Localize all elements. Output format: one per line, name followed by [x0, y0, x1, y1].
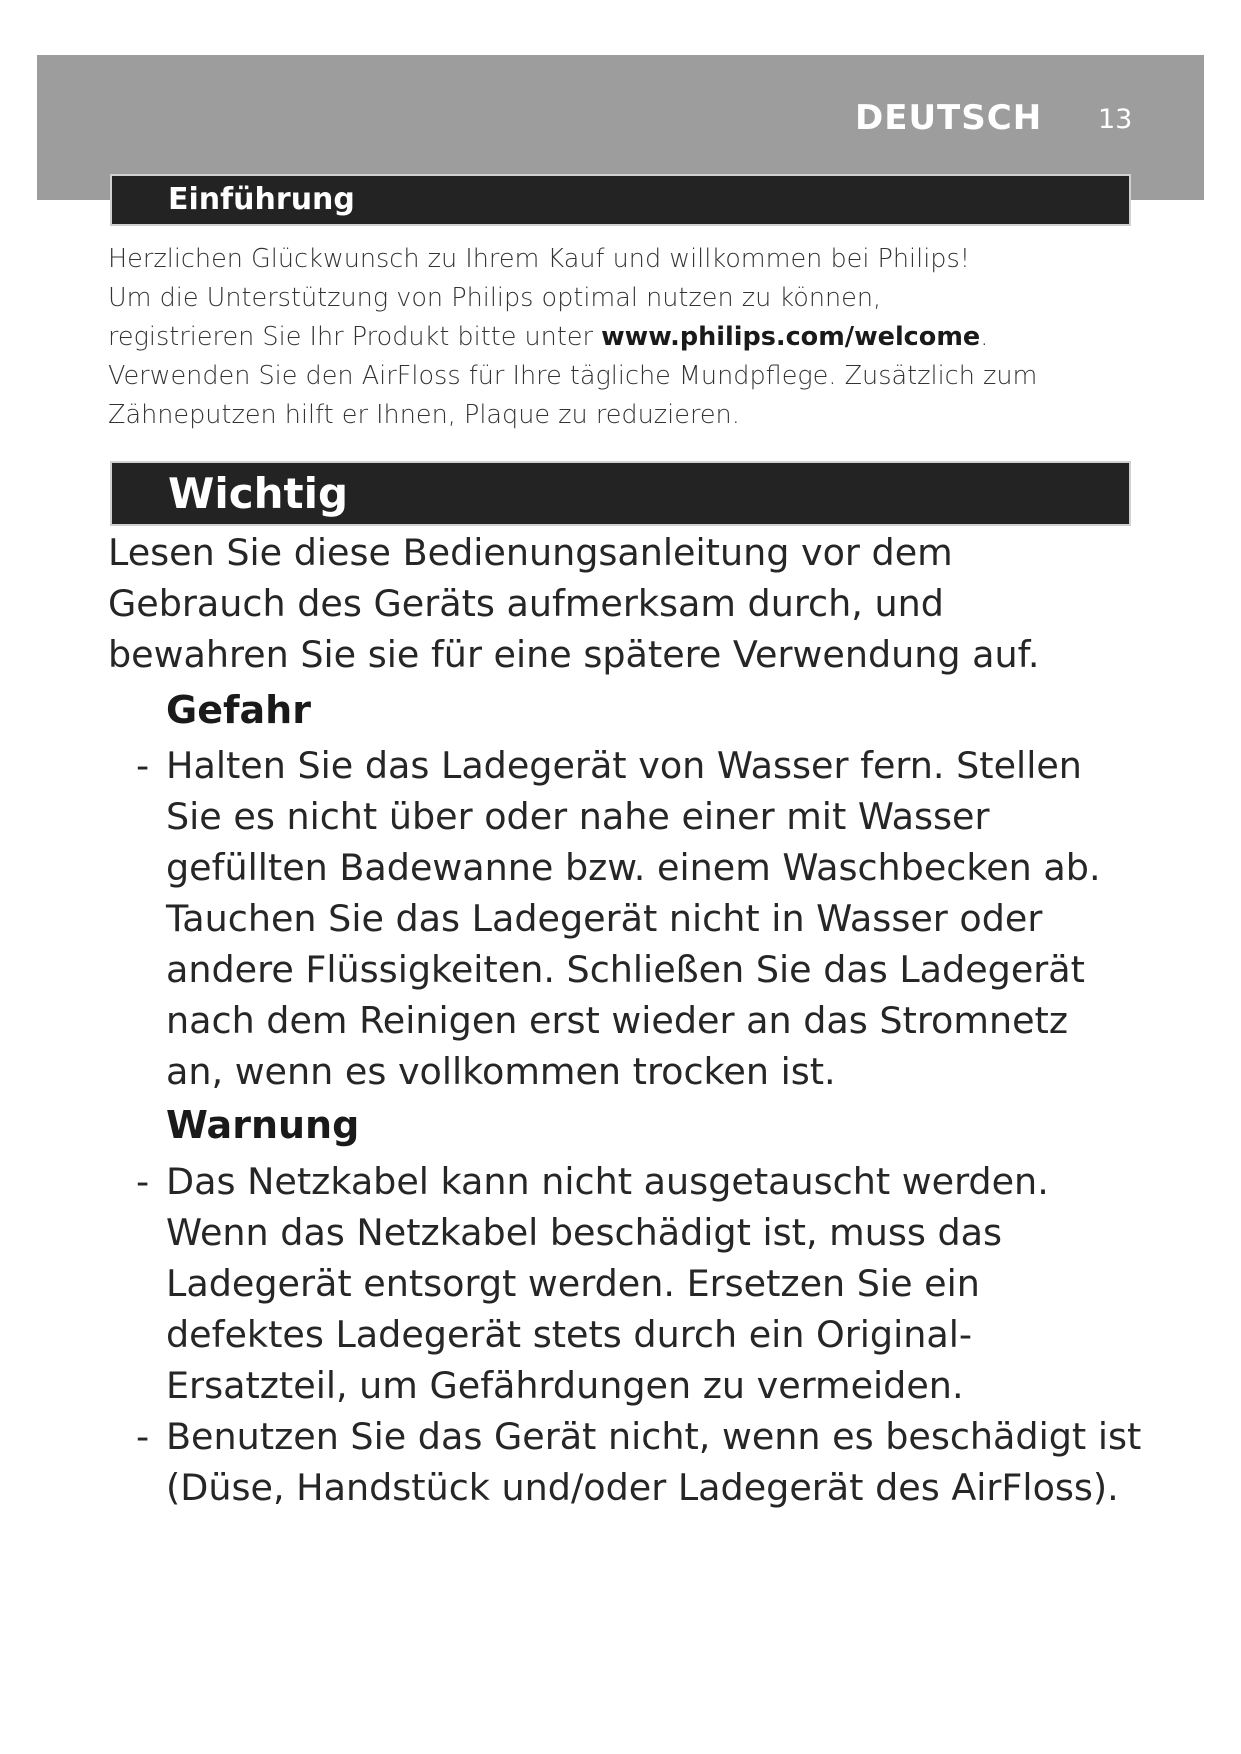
danger-heading: Gefahr: [166, 688, 311, 732]
bullet-line: Das Netzkabel kann nicht ausgetauscht werden.: [166, 1160, 1049, 1203]
bullet-line: (Düse, Handstück und/oder Ladegerät des AirFloss).: [166, 1466, 1119, 1509]
bullet-dash: -: [136, 1160, 150, 1203]
welcome-url-link[interactable]: www.philips.com/welcome: [601, 322, 981, 352]
intro-url-suffix: .: [980, 322, 989, 352]
bullet-line: nach dem Reinigen erst wieder an das Stromnetz: [166, 999, 1069, 1042]
bullet-line: Tauchen Sie das Ladegerät nicht in Wasser oder: [166, 897, 1043, 940]
bullet-line: Ersatzteil, um Gefährdungen zu vermeiden.: [166, 1364, 964, 1407]
lead-line: Gebrauch des Geräts aufmerksam durch, und: [108, 582, 944, 625]
page-number: 13: [1098, 104, 1133, 135]
bullet-dash: -: [136, 744, 150, 787]
bullet-line: an, wenn es vollkommen trocken ist.: [166, 1050, 836, 1093]
header-language: DEUTSCH: [855, 98, 1043, 138]
bullet-line: gefüllten Badewanne bzw. einem Waschbecken ab.: [166, 846, 1101, 889]
bullet-line: Wenn das Netzkabel beschädigt ist, muss das: [166, 1211, 1003, 1254]
intro-paragraph: [108, 240, 1188, 435]
bullet-line: Halten Sie das Ladegerät von Wasser fern. Stellen: [166, 744, 1082, 787]
bullet-line: Benutzen Sie das Gerät nicht, wenn es beschädigt ist: [166, 1415, 1142, 1458]
bullet-line: Sie es nicht über oder nahe einer mit Wasser: [166, 795, 990, 838]
intro-line: Zähneputzen hilft er Ihnen, Plaque zu reduzieren.: [108, 400, 740, 430]
intro-line-text: registrieren Sie Ihr Produkt bitte unter: [108, 322, 602, 352]
danger-bullet: [136, 740, 1216, 1097]
intro-line: Herzlichen Glückwunsch zu Ihrem Kauf und willkommen bei Philips!: [108, 244, 970, 274]
section-heading-intro: Einführung: [110, 174, 1131, 226]
warning-heading: Warnung: [166, 1103, 360, 1147]
intro-line: Um die Unterstützung von Philips optimal nutzen zu können,: [108, 283, 882, 313]
warning-bullet-cord: [136, 1156, 1216, 1411]
lead-line: bewahren Sie sie für eine spätere Verwendung auf.: [108, 633, 1040, 676]
lead-line: Lesen Sie diese Bedienungsanleitung vor dem: [108, 531, 953, 574]
bullet-line: Ladegerät entsorgt werden. Ersetzen Sie ein: [166, 1262, 980, 1305]
bullet-line: andere Flüssigkeiten. Schließen Sie das Ladegerät: [166, 948, 1085, 991]
warning-bullet-damage: [136, 1411, 1216, 1513]
intro-line: Verwenden Sie den AirFloss für Ihre tägliche Mundpflege. Zusätzlich zum: [108, 361, 1038, 391]
intro-line-register: [108, 318, 1188, 357]
bullet-line: defektes Ladegerät stets durch ein Original-: [166, 1313, 973, 1356]
bullet-dash: -: [136, 1415, 150, 1458]
important-lead-paragraph: [108, 527, 1208, 680]
section-heading-important: Wichtig: [110, 461, 1131, 526]
